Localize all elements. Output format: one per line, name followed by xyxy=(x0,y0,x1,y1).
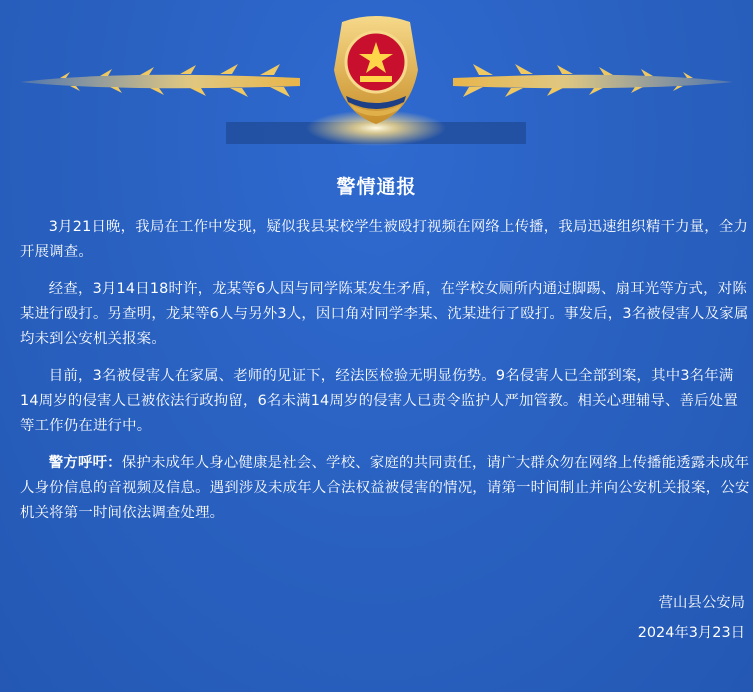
paragraph-2 xyxy=(20,277,750,352)
paragraph-text: 目前，3名被侵害人在家属、老师的见证下，经法医检验无明显伤势。9名侵害人已全部到案，其中3名年满14周岁的侵害人已被依法行政拘留，6名未满14周岁的侵害人已责令监护人严加管教。相关心理辅导、善后处置等工作仍在进行中。 xyxy=(20,368,738,434)
police-emblem-icon xyxy=(0,0,753,165)
paragraph-text: 3月21日晚，我局在工作中发现，疑似我县某校学生被殴打视频在网络上传播，我局迅速组织精干力量，全力开展调查。 xyxy=(20,219,749,260)
paragraph-text: 经查，3月14日18时许，龙某等6人因与同学陈某发生矛盾，在学校女厕所内通过脚踢、扇耳光等方式，对陈某进行殴打。另查明，龙某等6人与另外3人，因口角对同学李某、沈某进行了殴打。事发后，3名被侵害人及家属均未到公安机关报案。 xyxy=(20,281,749,347)
bulletin-body xyxy=(20,215,750,538)
signature-date: 2024年3月23日 xyxy=(637,625,745,641)
signature-block xyxy=(638,588,745,648)
page-title: 警情通报 xyxy=(336,176,417,198)
emblem-header xyxy=(0,0,753,165)
signature-org: 营山县公安局 xyxy=(658,595,745,611)
paragraph-lead: 警方呼吁： xyxy=(48,455,122,471)
paragraph-1 xyxy=(20,215,750,265)
paragraph-3 xyxy=(20,364,750,439)
paragraph-text: 保护未成年人身心健康是社会、学校、家庭的共同责任，请广大群众勿在网络上传播能透露未成年人身份信息的音视频及信息。遇到涉及未成年人合法权益被侵害的情况，请第一时间制止并向公安机关报案，公安机关将第一时间依法调查处理。 xyxy=(20,455,750,521)
paragraph-4 xyxy=(20,451,750,526)
